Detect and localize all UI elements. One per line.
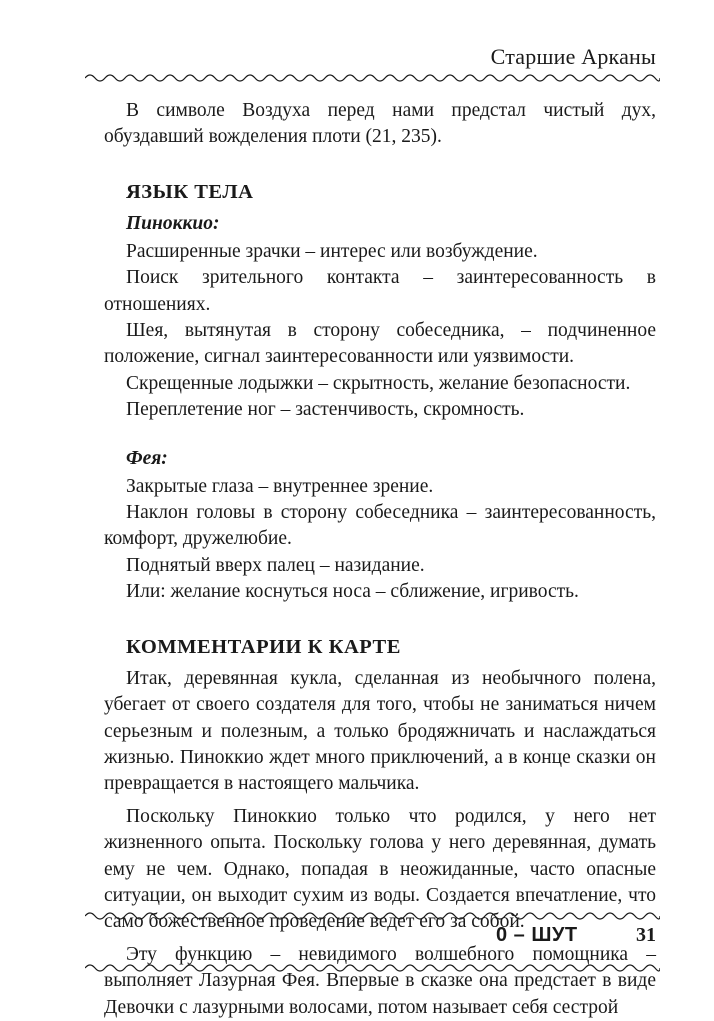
list-item: Расширенные зрачки – интерес или возбуждение.: [126, 240, 538, 262]
list-item: Скрещенные лодыжки – скрытность, желание безопасности.: [126, 372, 631, 394]
body-paragraph: Поскольку Пиноккио только что родился, у него нет жизненного опыта. Поскольку голова у него деревянная, думать ему не чем. Однако, попадая в неожиданные, часто опасные ситуации, он выходит сухим из воды. Создается впечатление, что само божественное проведение ведет его за собой.: [104, 805, 656, 933]
page-content: [104, 92, 656, 1021]
spacer: [104, 424, 656, 446]
body-paragraph: Эту функцию – невидимого волшебного помощника – выполняет Лазурная Фея. Впервые в сказке она предстает в виде Девочки с лазурными волосами, потом называет себя сестрой: [104, 943, 656, 1018]
intro-paragraph: В символе Воздуха перед нами предстал чистый дух, обуздавший вожделения плоти (21, 235).: [104, 100, 656, 148]
list-item: Поднятый вверх палец – назидание.: [126, 554, 425, 576]
wavy-rule-top: [85, 72, 660, 84]
running-head: Старшие Арканы: [490, 44, 656, 69]
list-item: Шея, вытянутая в сторону собеседника, – подчиненное положение, сигнал заинтересованности или уязвимости.: [104, 320, 656, 368]
list-item: Или: желание коснуться носа – сближение, игривость.: [126, 581, 579, 603]
page-number: 31: [636, 924, 656, 946]
subheading-pinocchio: Пиноккио:: [126, 212, 220, 234]
list-item: Поиск зрительного контакта – заинтересованность в отношениях.: [104, 267, 656, 315]
list-item: Переплетение ног – застенчивость, скромность.: [126, 399, 525, 421]
section-title-body-language: ЯЗЫК ТЕЛА: [126, 180, 254, 203]
body-paragraph: Итак, деревянная кукла, сделанная из необычного полена, убегает от своего создателя для того, чтобы не заниматься ничем серьезным и полезным, а только бродяжничать и наслаждаться жизнью. Пиноккио ждет много приключений, а в конце сказки он превращается в настоящего мальчика.: [104, 667, 656, 795]
wavy-rule-footer-upper: [85, 910, 660, 922]
footer-chapter-title: 0 – ШУТ: [496, 924, 578, 946]
section-title-comments: КОММЕНТАРИИ К КАРТЕ: [126, 635, 401, 658]
wavy-rule-footer-lower: [85, 962, 660, 974]
subheading-fairy: Фея:: [126, 447, 168, 469]
list-item: Наклон головы в сторону собеседника – заинтересованность, комфорт, дружелюбие.: [104, 502, 656, 550]
list-item: Закрытые глаза – внутреннее зрение.: [126, 475, 434, 497]
